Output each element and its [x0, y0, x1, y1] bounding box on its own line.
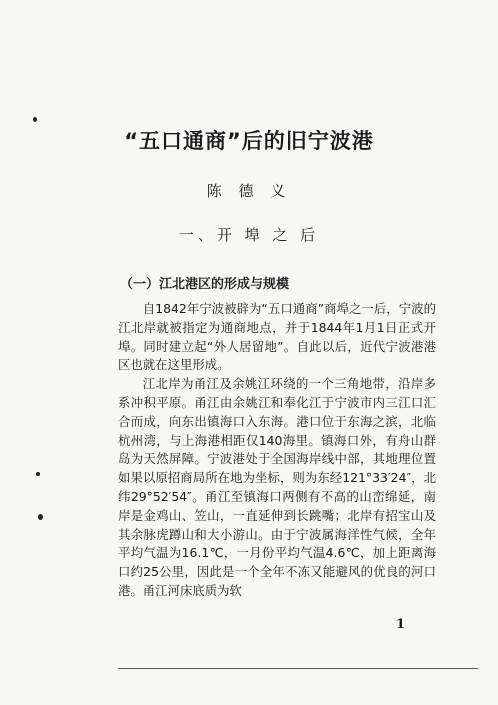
article-title: “五口通商”后的旧宁波港 [124, 129, 374, 153]
print-speck [38, 514, 43, 520]
section-heading: 一、开 埠 之 后 [178, 226, 320, 244]
print-speck [33, 117, 37, 122]
article-author: 陈 德 义 [206, 182, 292, 200]
article-body [118, 300, 436, 601]
page-bottom-rule [118, 668, 478, 669]
page-number: 1 [396, 617, 406, 632]
paragraph: 江北岸为甬江及余姚江环绕的一个三角地带，沿岸多系冲积平原。甬江由余姚江和奉化江于宁波市内三江口汇合而成，向东出镇海口入东海。港口位于东海之滨，北临杭州湾，与上海港相距仅140海里。镇海口外，有舟山群岛为天然屏障。宁波港处于全国海岸线中部，其地理位置如果以原招商局所在地为坐标，则为东经121°33′24″，北纬29°52′54″。甬江至镇海口两侧有不高的山峦绵延，南岸是金鸡山、笠山，一直延伸到长跳嘴；北岸有招宝山及其余脉虎蹲山和大小游山。由于宁波属海洋性气候，全年平均气温为16.1℃，一月份平均气温4.6℃，加上距离海口约25公里，因此是一个全年不冻又能避风的优良的河口港。甬江河床底质为软 [118, 376, 436, 598]
subsection-heading: （一）江北港区的形成与规模 [120, 277, 290, 292]
print-speck [36, 472, 40, 476]
paragraph: 自1842年宁波被辟为“五口通商”商埠之一后，宁波的江北岸就被指定为通商地点，并于1844年1月1日正式开埠。同时建立起“外人居留地”。自此以后，近代宁波港港区也就在这里形成。 [118, 301, 436, 373]
